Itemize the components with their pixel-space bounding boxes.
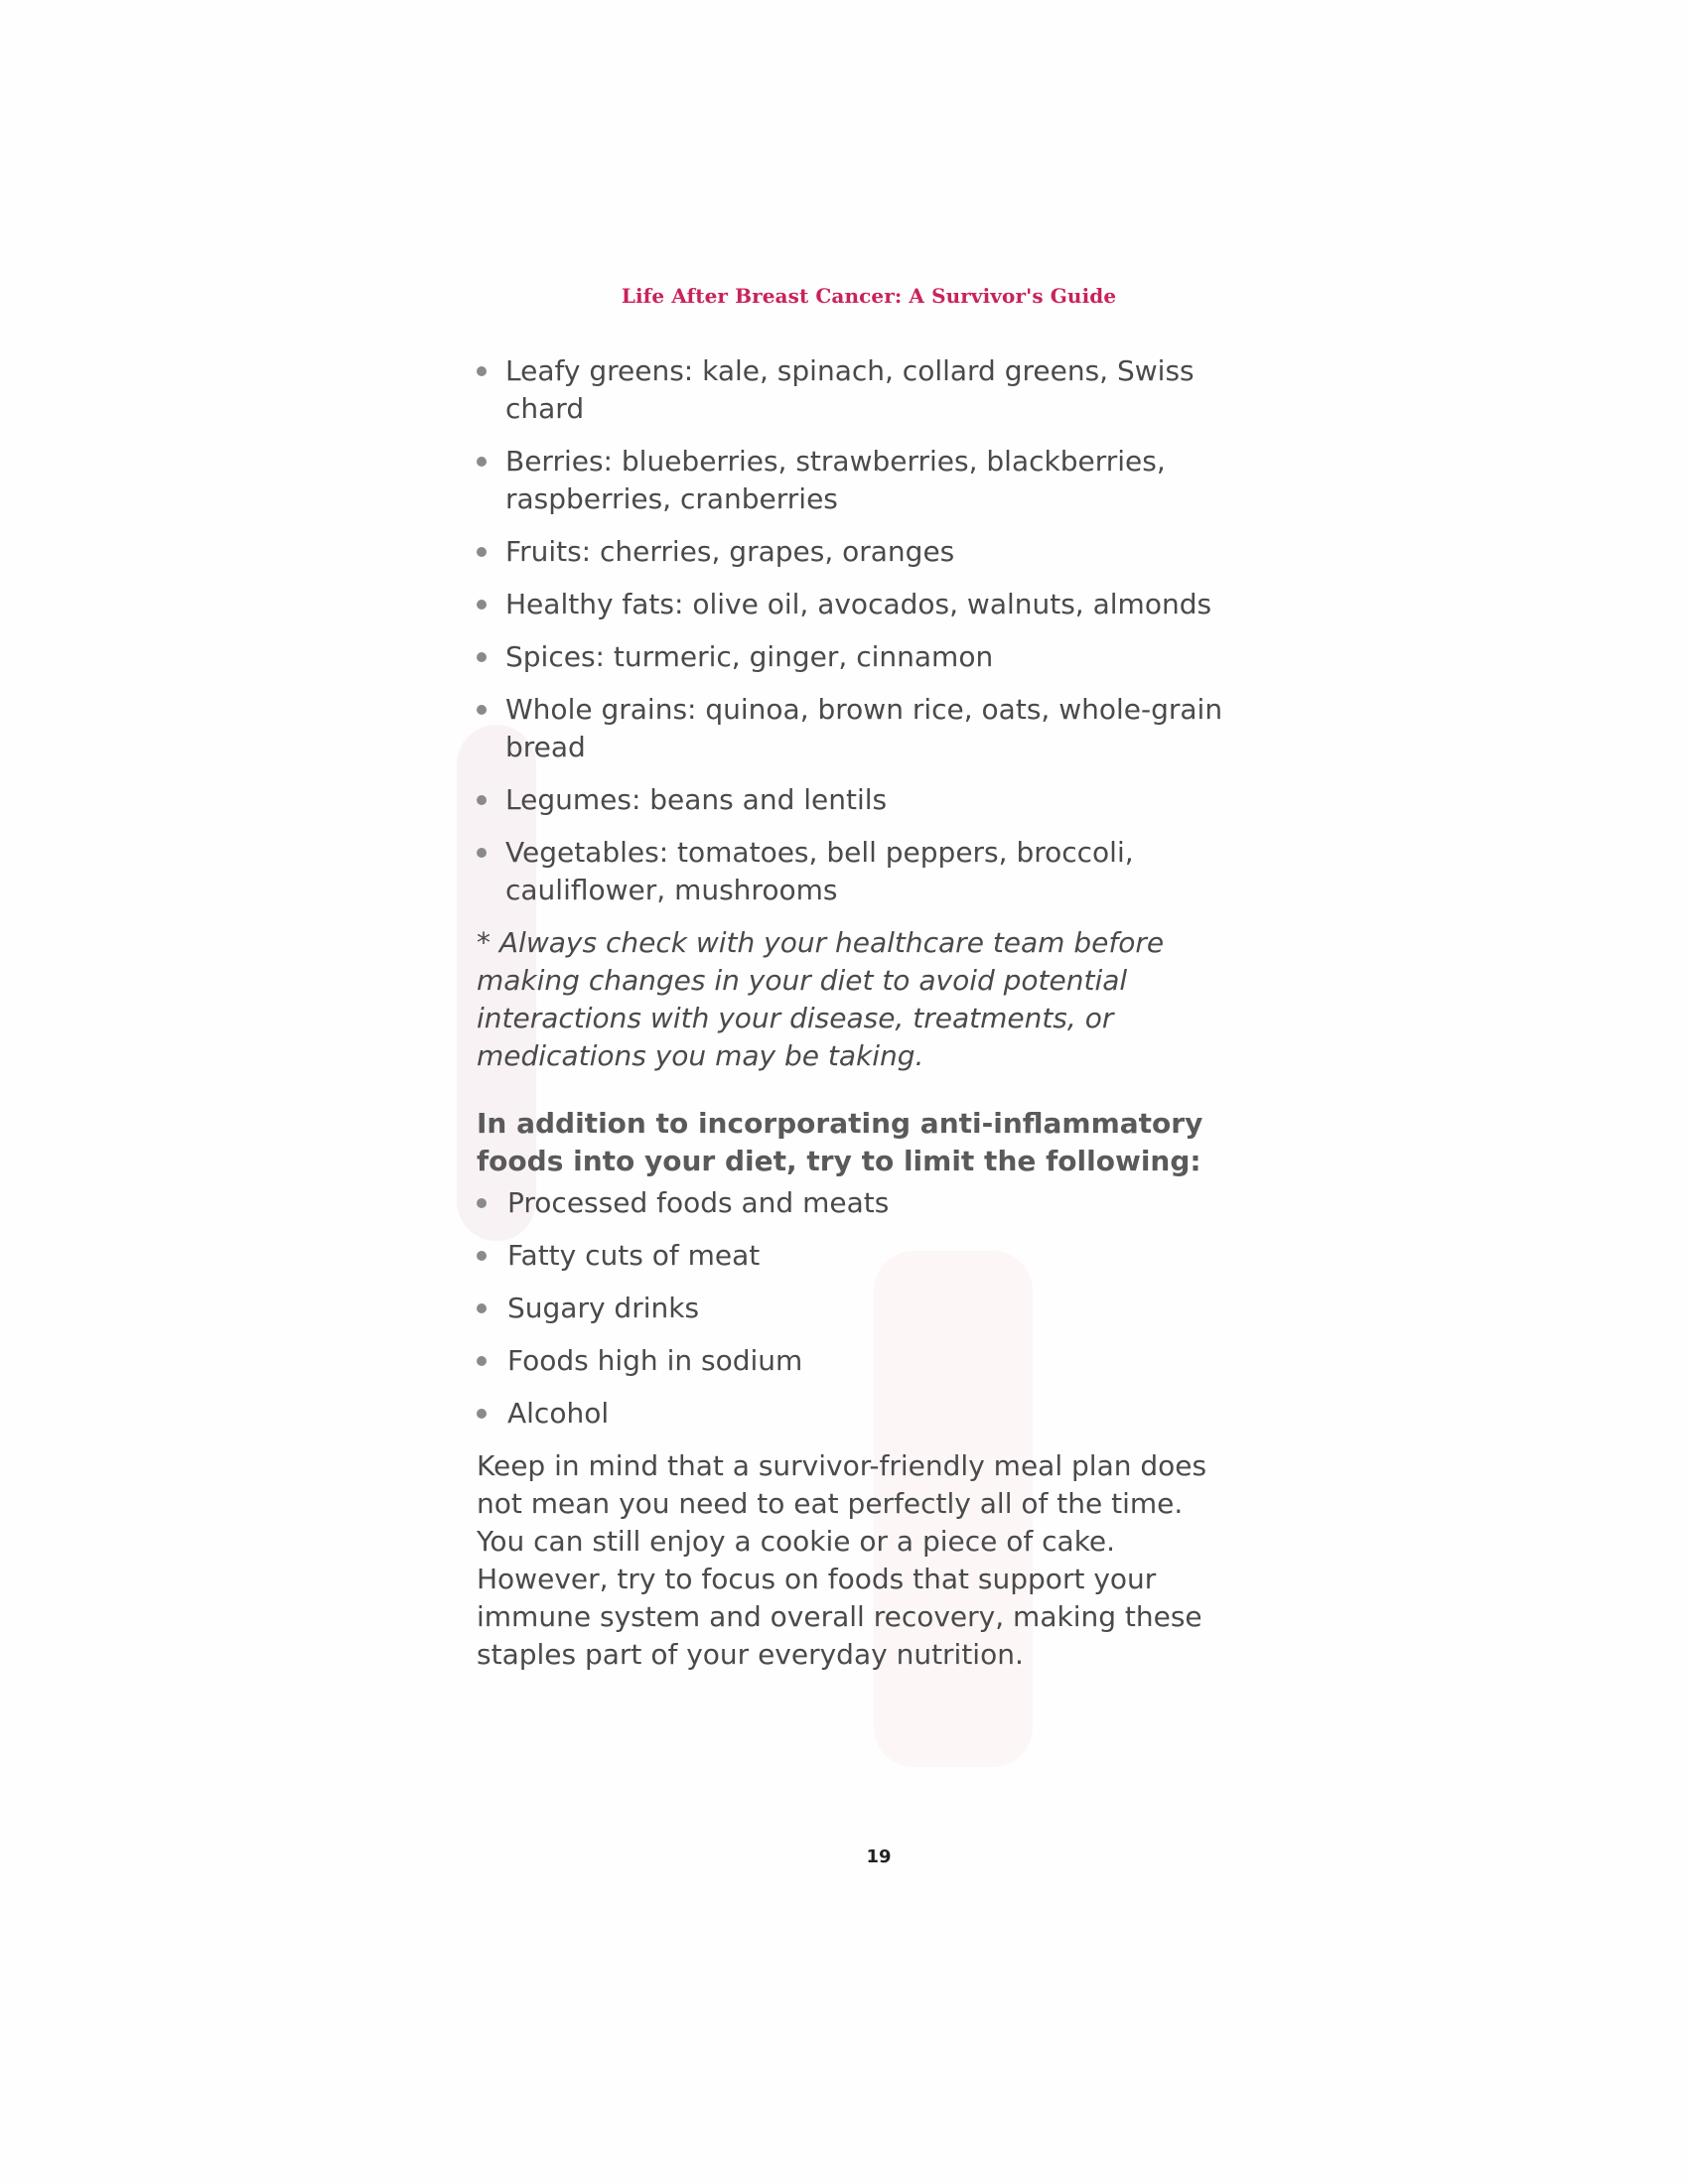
bullet-icon bbox=[477, 1303, 487, 1313]
bullet-icon bbox=[477, 848, 487, 858]
bullet-icon bbox=[477, 652, 487, 662]
bullet-icon bbox=[477, 366, 487, 376]
list-item: Foods high in sodium bbox=[477, 1342, 1261, 1380]
bullet-icon bbox=[477, 795, 487, 805]
bullet-icon bbox=[477, 705, 487, 715]
bullet-icon bbox=[477, 1198, 487, 1208]
closing-paragraph: Keep in mind that a survivor-friendly meal plan does not mean you need to eat perfectly all of the time. You can still enjoy a cookie or a piece of cake. However, try to focus on foods that support your immune system and overall recovery, making these staples part of your everyday nutrition. bbox=[477, 1449, 1207, 1671]
list-item: Processed foods and meats bbox=[477, 1184, 1261, 1222]
anti-inflammatory-foods-list bbox=[477, 352, 1261, 909]
foods-to-limit-list bbox=[477, 1184, 1261, 1433]
list-item: Vegetables: tomatoes, bell peppers, broccoli, cauliflower, mushrooms bbox=[477, 834, 1261, 909]
main-content bbox=[477, 352, 1261, 1702]
bullet-icon bbox=[477, 600, 487, 610]
list-item: Legumes: beans and lentils bbox=[477, 781, 1261, 819]
list-item: Alcohol bbox=[477, 1395, 1261, 1433]
bullet-icon bbox=[477, 1251, 487, 1261]
limit-heading: In addition to incorporating anti-inflammatory foods into your diet, try to limit the following: bbox=[477, 1107, 1203, 1177]
page-number: 19 bbox=[866, 1846, 892, 1867]
list-item: Berries: blueberries, strawberries, blackberries, raspberries, cranberries bbox=[477, 443, 1261, 518]
bullet-icon bbox=[477, 457, 487, 467]
list-item: Fatty cuts of meat bbox=[477, 1237, 1261, 1275]
list-item: Sugary drinks bbox=[477, 1290, 1261, 1327]
list-item: Leafy greens: kale, spinach, collard greens, Swiss chard bbox=[477, 352, 1261, 428]
list-item: Spices: turmeric, ginger, cinnamon bbox=[477, 638, 1261, 676]
running-header: Life After Breast Cancer: A Survivor's Guide bbox=[621, 284, 1117, 308]
healthcare-note: * Always check with your healthcare team before making changes in your diet to avoid potential interactions with your disease, treatments, or medications you may be taking. bbox=[477, 926, 1165, 1072]
bullet-icon bbox=[477, 1356, 487, 1366]
list-item: Healthy fats: olive oil, avocados, walnuts, almonds bbox=[477, 586, 1261, 623]
list-item: Fruits: cherries, grapes, oranges bbox=[477, 533, 1261, 571]
bullet-icon bbox=[477, 1409, 487, 1419]
bullet-icon bbox=[477, 547, 487, 557]
list-item: Whole grains: quinoa, brown rice, oats, whole-grain bread bbox=[477, 691, 1261, 766]
